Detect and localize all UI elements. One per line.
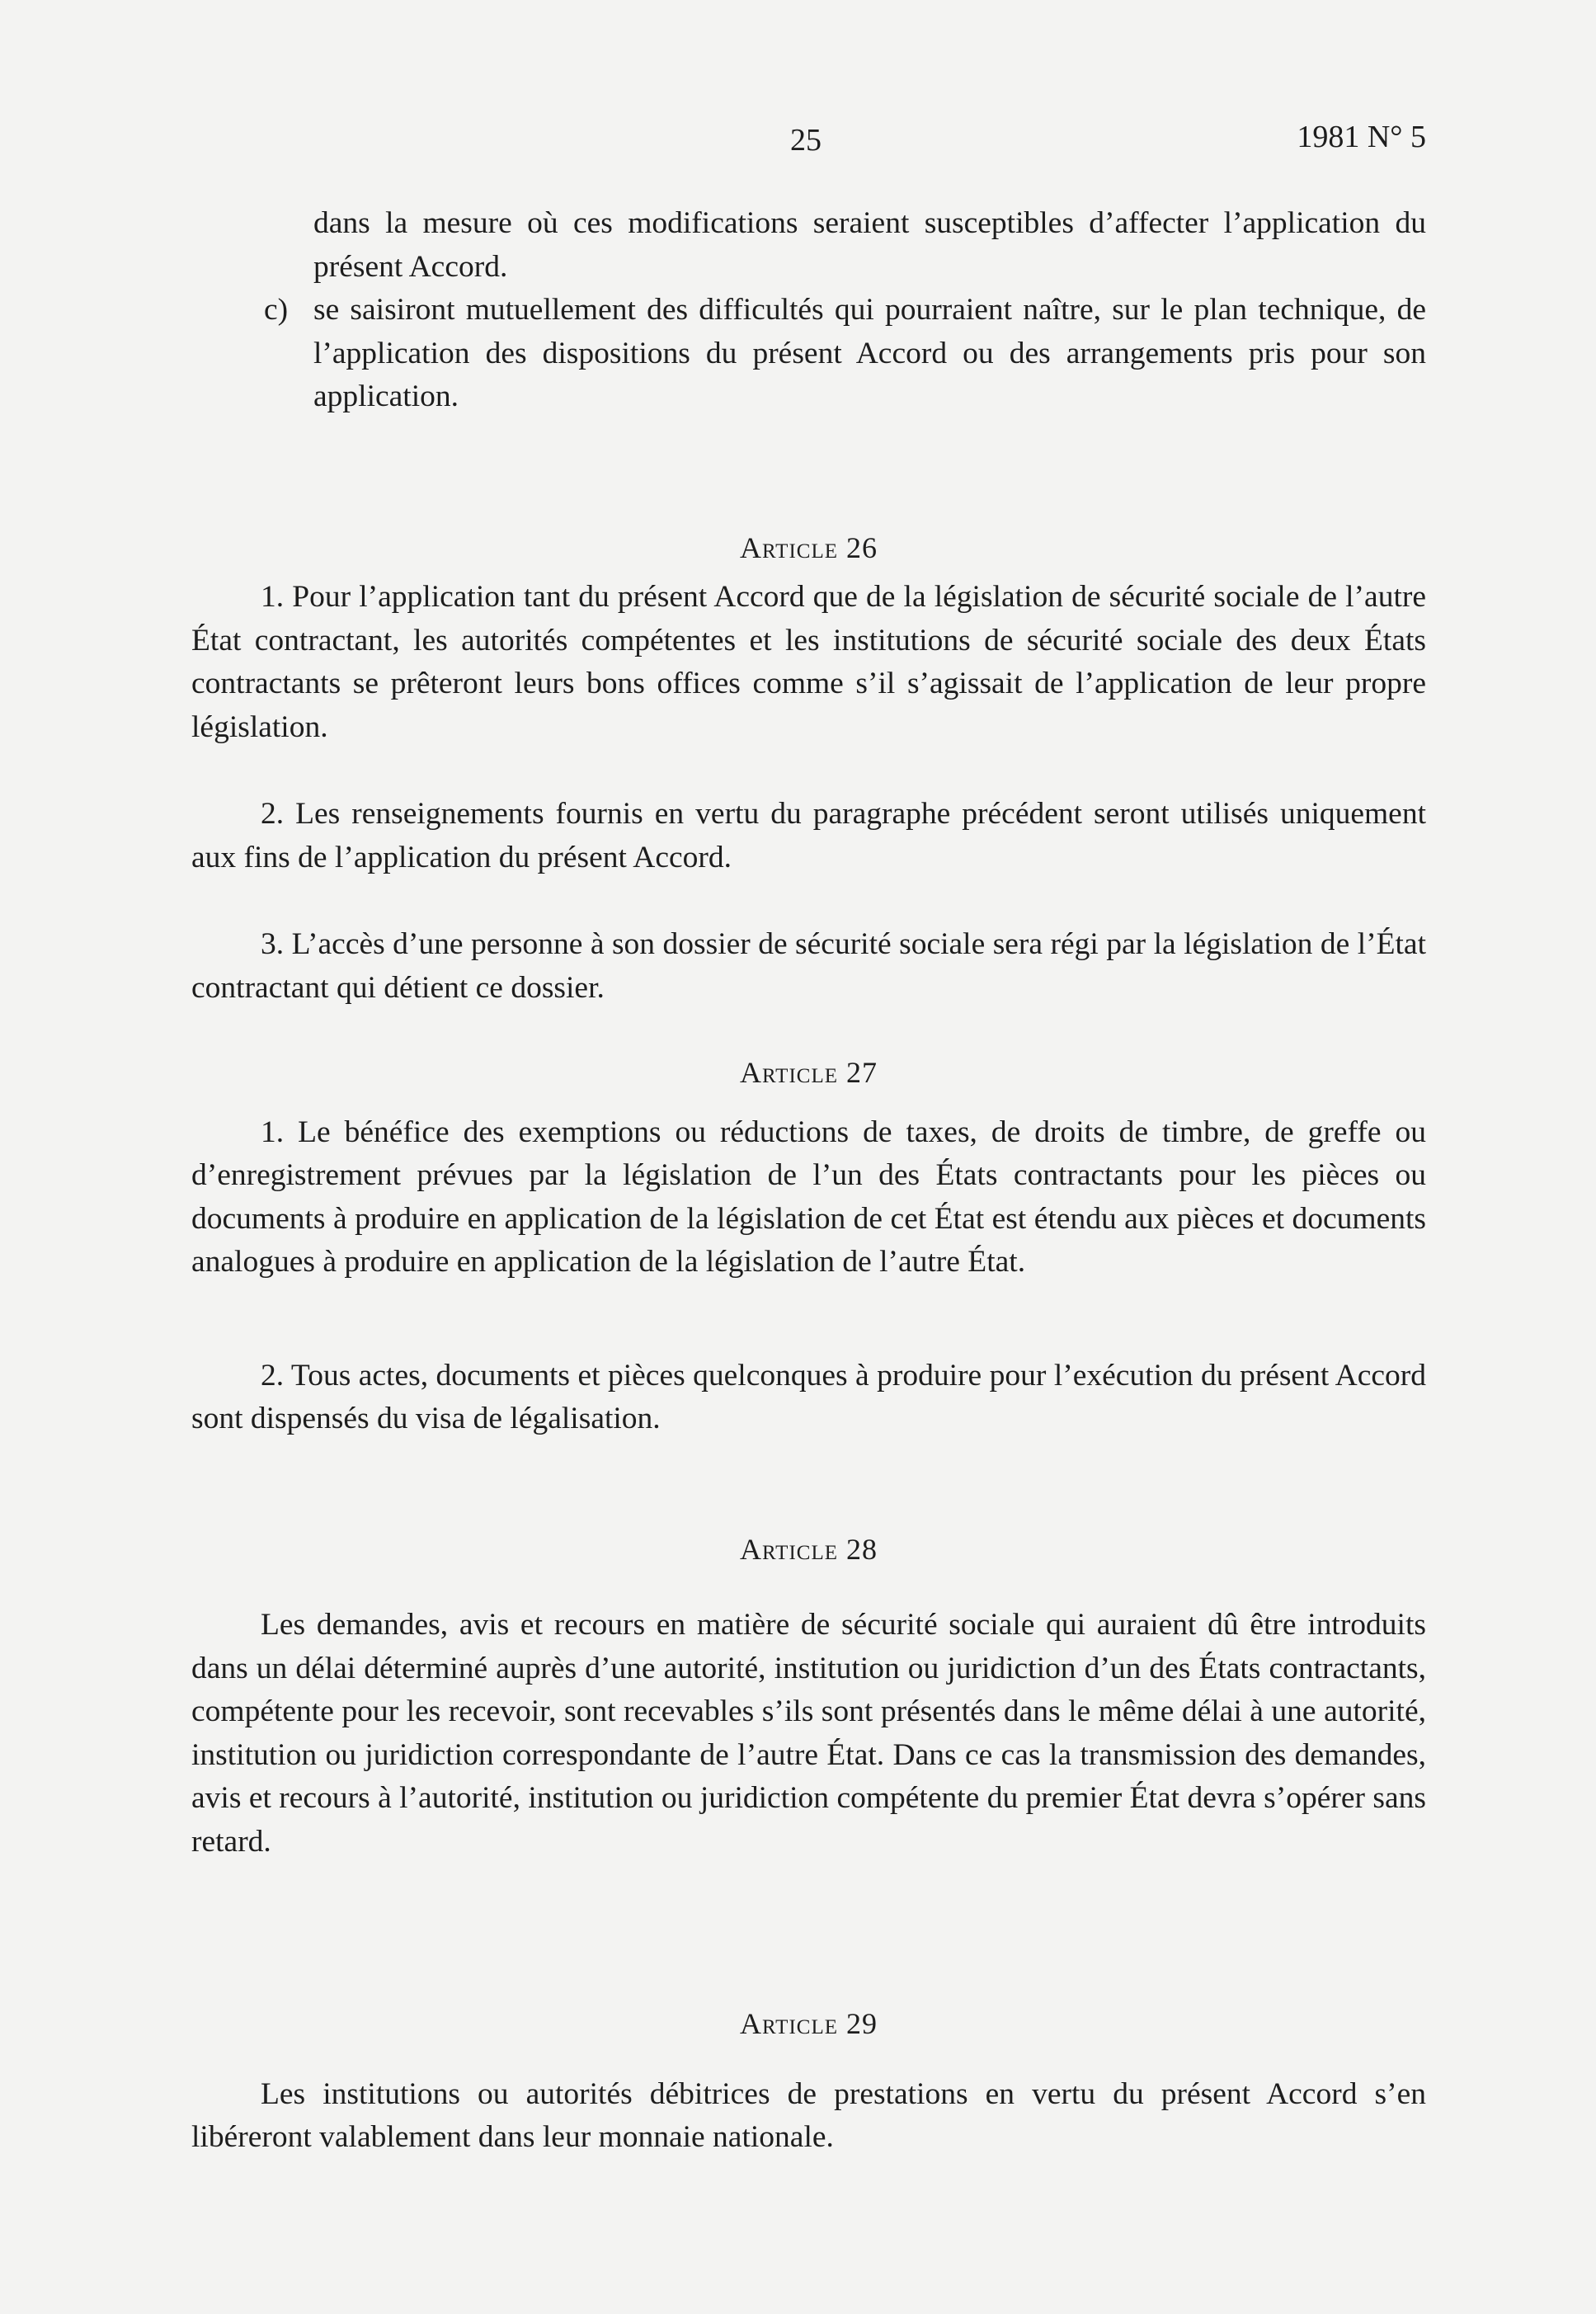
article-27-paragraph-1: 1. Le bénéfice des exemptions ou réductions de taxes, de droits de timbre, de greffe ou d’enregistrement prévues par la législation de l’un des États contractants pour les pièces ou documents à produire en application de la législation de cet État est étendu aux pièces et documents analogues à produire en application de la législation de l’autre État. [191, 1115, 1426, 1279]
article-26-paragraph-3: 3. L’accès d’une personne à son dossier de sécurité sociale sera régi par la législation de l’État contractant qui détient ce dossier. [191, 927, 1426, 1005]
article-29-paragraph: Les institutions ou autorités débitrices de prestations en vertu du présent Accord s’en libéreront valablement dans leur monnaie nationale. [191, 2076, 1426, 2154]
article-26-heading: Article 26 [740, 530, 878, 564]
list-marker: c) [264, 293, 289, 327]
continued-paragraph: dans la mesure où ces modifications seraient susceptibles d’affecter l’application du présent Accord. [313, 206, 1426, 284]
article-28-paragraph: Les demandes, avis et recours en matière de sécurité sociale qui auraient dû être introduits dans un délai déterminé auprès d’une autorité, institution ou juridiction d’un des États contractants, compétente pour les recevoir, sont recevables s’ils sont présentés dans le même délai à une autorité, institution ou juridiction correspondante de l’autre État. Dans ce cas la transmission des demandes, avis et recours à l’autorité, institution ou juridiction compétente du premier État devra s’opérer sans retard. [191, 1608, 1426, 1859]
article-29-heading: Article 29 [740, 2007, 878, 2040]
page-number: 25 [790, 123, 822, 158]
page-body [191, 202, 1426, 2160]
article-26-paragraph-1: 1. Pour l’application tant du présent Accord que de la législation de sécurité sociale de l’autre État contractant, les autorités compétentes et les institutions de sécurité sociale des deux États contractants se prêteront leurs bons offices comme s’il s’agissait de l’application de leur propre législation. [191, 580, 1426, 744]
page-header [0, 122, 1596, 172]
list-item-c [191, 289, 1426, 419]
article-27-paragraph-2: 2. Tous actes, documents et pièces quelconques à produire pour l’exécution du présent Accord sont dispensés du visa de légalisation. [191, 1358, 1426, 1435]
list-item-text: se saisiront mutuellement des difficultés qui pourraient naître, sur le plan technique, de l’application des dispositions du présent Accord ou des arrangements pris pour son application. [313, 293, 1426, 413]
article-28-heading: Article 28 [740, 1532, 878, 1566]
article-27-heading: Article 27 [740, 1056, 878, 1089]
article-26-paragraph-2: 2. Les renseignements fournis en vertu du paragraphe précédent seront utilisés uniquement aux fins de l’application du présent Accord. [191, 797, 1426, 874]
issue-number: 1981 N° 5 [1297, 120, 1426, 154]
